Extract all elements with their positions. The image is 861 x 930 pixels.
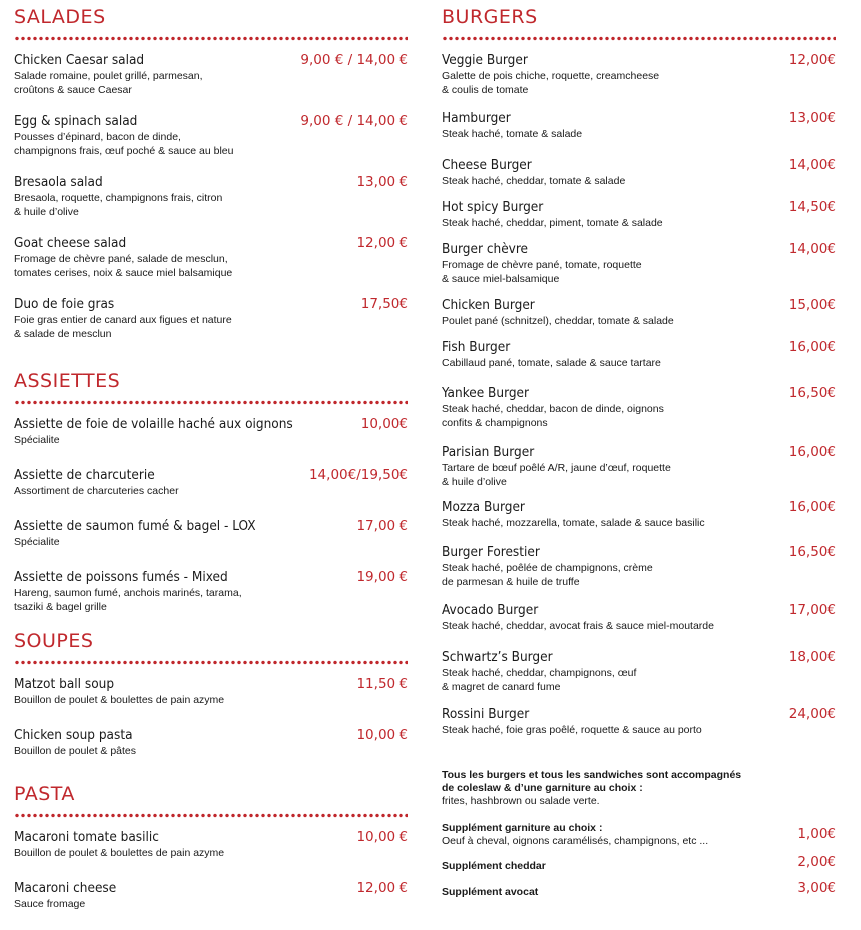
item-price: 15,00€	[788, 297, 836, 313]
item-name: Veggie Burger	[442, 52, 528, 68]
section-title: SALADES	[14, 6, 106, 28]
menu-item	[442, 157, 836, 188]
item-description: Bouillon de poulet & pâtes	[14, 745, 137, 757]
item-name: Assiette de foie de volaille haché aux oignons	[14, 416, 293, 432]
supplement-item	[442, 822, 836, 848]
menu-item	[14, 296, 408, 341]
item-description: Poulet pané (schnitzel), cheddar, tomate & salade	[442, 315, 674, 327]
item-name: Mozza Burger	[442, 499, 525, 515]
menu-item	[442, 52, 836, 97]
item-price: 13,00€	[788, 110, 836, 126]
item-price: 16,00€	[788, 499, 836, 515]
item-name: Chicken Burger	[442, 297, 535, 313]
item-name: Burger chèvre	[442, 241, 529, 257]
item-name: Assiette de saumon fumé & bagel - LOX	[14, 518, 256, 534]
item-price: 12,00 €	[356, 880, 408, 896]
supplement-price: 2,00€	[797, 854, 836, 870]
item-description: Steak haché, cheddar, bacon de dinde, oignons confits & champignons	[442, 403, 664, 429]
item-name: Matzot ball soup	[14, 676, 115, 692]
item-price: 14,00€/19,50€	[308, 467, 408, 483]
note-line-3: frites, hashbrown ou salade verte.	[442, 795, 600, 807]
item-name: Avocado Burger	[442, 602, 539, 618]
dotted-divider	[442, 36, 836, 41]
menu-item	[14, 467, 408, 498]
section-title: SOUPES	[14, 630, 94, 652]
item-name: Goat cheese salad	[14, 235, 127, 251]
section-title: PASTA	[14, 783, 75, 805]
item-price: 16,00€	[788, 339, 836, 355]
item-description: Tartare de bœuf poêlé A/R, jaune d’œuf, roquette & huile d’olive	[442, 462, 671, 488]
item-description: Steak haché, cheddar, champignons, œuf & magret de canard fume	[442, 667, 637, 693]
item-name: Chicken soup pasta	[14, 727, 133, 743]
section-soupes	[14, 630, 408, 652]
item-description: Cabillaud pané, tomate, salade & sauce tartare	[442, 357, 661, 369]
item-name: Rossini Burger	[442, 706, 530, 722]
item-name: Macaroni cheese	[14, 880, 117, 896]
item-price: 18,00€	[788, 649, 836, 665]
section-pasta	[14, 783, 408, 805]
menu-item	[442, 339, 836, 370]
item-price: 14,00€	[788, 157, 836, 173]
menu-item	[14, 174, 408, 219]
item-name: Parisian Burger	[442, 444, 535, 460]
supplement-description: Oeuf à cheval, oignons caramélisés, champignons, etc ...	[442, 835, 709, 847]
item-description: Bouillon de poulet & boulettes de pain azyme	[14, 847, 225, 859]
section-title: ASSIETTES	[14, 370, 121, 392]
supplement-name: Supplément avocat	[442, 886, 539, 898]
item-description: Bouillon de poulet & boulettes de pain azyme	[14, 694, 225, 706]
item-price: 9,00 € / 14,00 €	[300, 113, 408, 129]
item-description: Salade romaine, poulet grillé, parmesan, croûtons & sauce Caesar	[14, 70, 203, 96]
item-name: Chicken Caesar salad	[14, 52, 145, 68]
item-price: 19,00 €	[356, 569, 408, 585]
menu-item	[14, 52, 408, 97]
item-description: Steak haché, cheddar, avocat frais & sauce miel-moutarde	[442, 620, 714, 632]
menu-item	[442, 297, 836, 328]
section-salades	[14, 6, 408, 28]
item-description: Steak haché, poêlée de champignons, crème de parmesan & huile de truffe	[442, 562, 653, 588]
menu-item	[442, 110, 836, 141]
item-price: 17,00 €	[356, 518, 408, 534]
menu-item	[442, 385, 836, 430]
section-assiettes	[14, 370, 408, 392]
menu-item	[14, 416, 408, 447]
item-description: Steak haché, tomate & salade	[442, 128, 583, 140]
item-description: Steak haché, mozzarella, tomate, salade & sauce basilic	[442, 517, 705, 529]
item-price: 10,00 €	[356, 727, 408, 743]
note-line-1: Tous les burgers et tous les sandwiches sont accompagnés	[442, 769, 742, 781]
supplement-item	[442, 854, 836, 873]
item-price: 12,00€	[788, 52, 836, 68]
item-name: Assiette de charcuterie	[14, 467, 155, 483]
item-description: Spécialite	[14, 434, 60, 446]
item-price: 17,50€	[360, 296, 408, 312]
menu-item	[14, 518, 408, 549]
item-description: Sauce fromage	[14, 898, 86, 910]
section-burgers	[442, 6, 836, 28]
item-name: Hot spicy Burger	[442, 199, 544, 215]
menu-item	[442, 649, 836, 694]
item-price: 9,00 € / 14,00 €	[300, 52, 408, 68]
item-name: Duo de foie gras	[14, 296, 115, 312]
item-price: 17,00€	[788, 602, 836, 618]
item-price: 14,50€	[788, 199, 836, 215]
menu-item	[14, 569, 408, 614]
item-price: 14,00€	[788, 241, 836, 257]
item-price: 13,00 €	[356, 174, 408, 190]
item-description: Hareng, saumon fumé, anchois marinés, tarama, tsaziki & bagel grille	[14, 587, 242, 613]
item-description: Spécialite	[14, 536, 60, 548]
item-name: Fish Burger	[442, 339, 511, 355]
item-description: Fromage de chèvre pané, salade de mesclun, tomates cerises, noix & sauce miel balsamique	[14, 253, 233, 279]
section-title: BURGERS	[442, 6, 538, 28]
supplement-name: Supplément cheddar	[442, 860, 546, 872]
menu-item	[442, 199, 836, 230]
item-name: Cheese Burger	[442, 157, 532, 173]
menu-item	[14, 235, 408, 280]
item-description: Steak haché, cheddar, piment, tomate & salade	[442, 217, 663, 229]
item-price: 16,50€	[788, 385, 836, 401]
menu-item	[442, 241, 836, 286]
item-description: Pousses d’épinard, bacon de dinde, champignons frais, œuf poché & sauce au bleu	[14, 131, 234, 157]
menu-item	[14, 727, 408, 758]
dotted-divider	[14, 36, 408, 41]
item-name: Hamburger	[442, 110, 511, 126]
supplement-price: 1,00€	[797, 826, 836, 842]
item-price: 11,50 €	[356, 676, 408, 692]
item-description: Galette de pois chiche, roquette, creamcheese & coulis de tomate	[442, 70, 660, 96]
dotted-divider	[14, 400, 408, 405]
menu-item	[442, 544, 836, 589]
item-price: 16,00€	[788, 444, 836, 460]
supplement-name: Supplément garniture au choix :	[442, 822, 603, 834]
item-description: Assortiment de charcuteries cacher	[14, 485, 179, 497]
supplement-price: 3,00€	[797, 880, 836, 896]
item-description: Steak haché, foie gras poêlé, roquette & sauce au porto	[442, 724, 702, 736]
menu-item	[442, 444, 836, 489]
item-name: Assiette de poissons fumés - Mixed	[14, 569, 228, 585]
item-price: 12,00 €	[356, 235, 408, 251]
note-line-2: de coleslaw & d’une garniture au choix :	[442, 782, 643, 794]
item-description: Steak haché, cheddar, tomate & salade	[442, 175, 626, 187]
menu-item	[442, 602, 836, 633]
menu-item	[442, 499, 836, 530]
menu-item	[14, 829, 408, 860]
item-price: 24,00€	[788, 706, 836, 722]
menu-item	[14, 880, 408, 911]
menu-item	[14, 113, 408, 158]
item-name: Schwartz’s Burger	[442, 649, 553, 665]
item-price: 10,00 €	[356, 829, 408, 845]
menu-item	[14, 676, 408, 707]
supplement-item	[442, 880, 836, 899]
item-description: Bresaola, roquette, champignons frais, citron & huile d’olive	[14, 192, 223, 218]
item-name: Yankee Burger	[442, 385, 530, 401]
accompaniment-note	[442, 769, 836, 808]
dotted-divider	[14, 660, 408, 665]
item-name: Egg & spinach salad	[14, 113, 138, 129]
menu-item	[442, 706, 836, 737]
item-description: Foie gras entier de canard aux figues et nature & salade de mesclun	[14, 314, 232, 340]
item-price: 10,00€	[360, 416, 408, 432]
item-name: Macaroni tomate basilic	[14, 829, 159, 845]
item-name: Burger Forestier	[442, 544, 540, 560]
item-price: 16,50€	[788, 544, 836, 560]
dotted-divider	[14, 813, 408, 818]
item-name: Bresaola salad	[14, 174, 103, 190]
item-description: Fromage de chèvre pané, tomate, roquette & sauce miel-balsamique	[442, 259, 642, 285]
